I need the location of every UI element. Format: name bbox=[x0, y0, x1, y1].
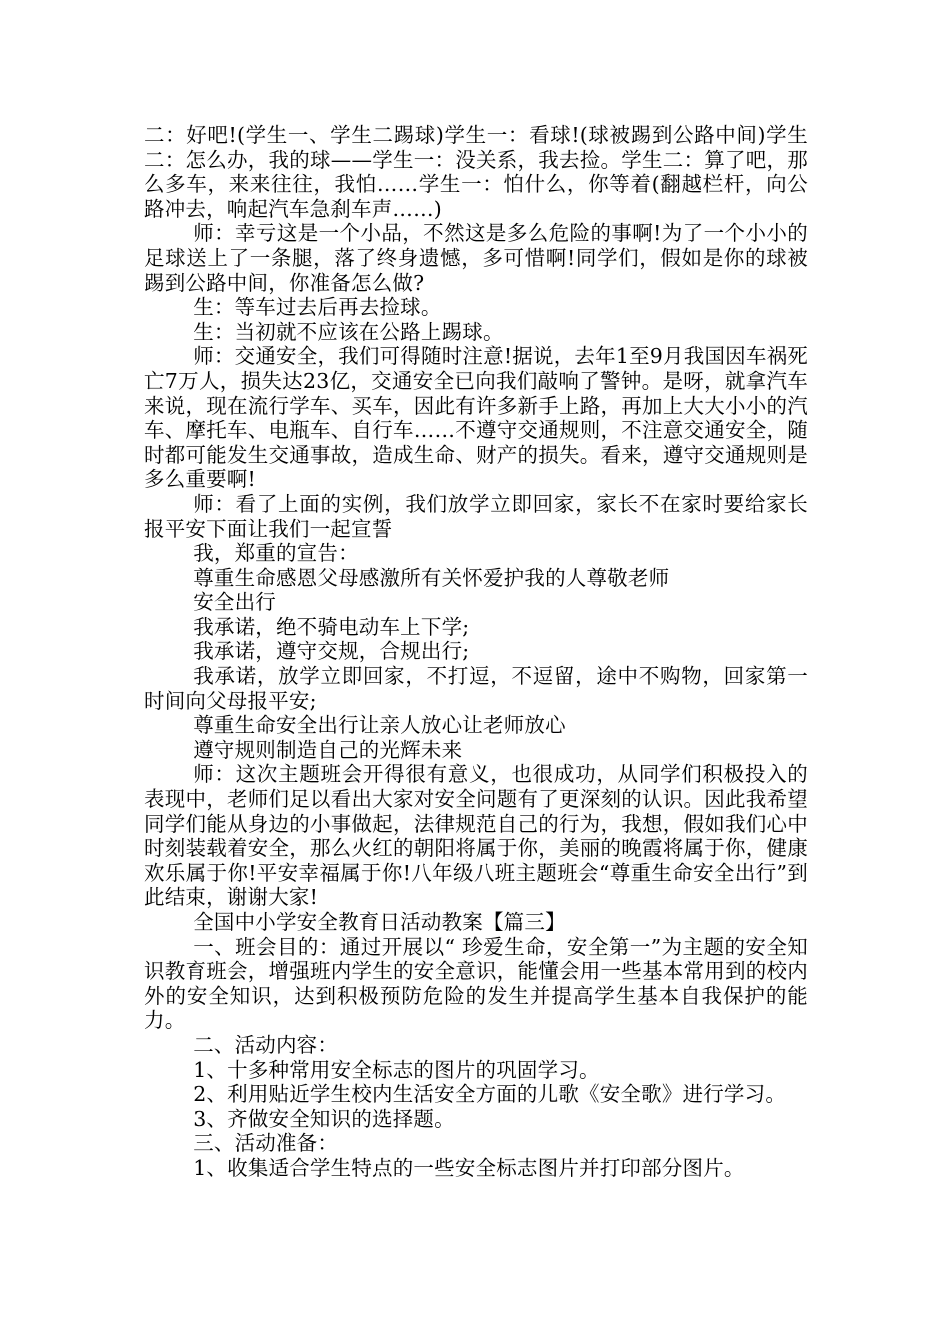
paragraph: 师：这次主题班会开得很有意义，也很成功，从同学们积极投入的表现中，老师们足以看出大家对安全问题有了更深刻的认识。因此我希望同学们能从身边的小事做起，法律规范自己的行为，我想，假如我们心中时刻装载着安全，那么火红的朝阳将属于你，美丽的晚霞将属于你，健康欢乐属于你!平安幸福属于你!八年级八班主题班会“尊重生命安全出行”到此结束，谢谢大家! bbox=[144, 762, 808, 910]
paragraph: 2、利用贴近学生校内生活安全方面的儿歌《安全歌》进行学习。 bbox=[193, 1082, 787, 1107]
paragraph: 全国中小学安全教育日活动教案【篇三】 bbox=[193, 910, 566, 934]
paragraph: 二、活动内容： bbox=[193, 1032, 339, 1057]
paragraph: 生：等车过去后再去捡球。 bbox=[193, 295, 442, 320]
paragraph: 1、收集适合学生特点的一些安全标志图片并打印部分图片。 bbox=[193, 1155, 745, 1180]
paragraph: 师：看了上面的实例，我们放学立即回家，家长不在家时要给家长报平安下面让我们一起宣誓 bbox=[144, 491, 808, 541]
document-body bbox=[144, 123, 808, 1181]
paragraph: 我承诺，绝不骑电动车上下学; bbox=[193, 614, 470, 639]
paragraph: 一、班会目的：通过开展以“ 珍爱生命，安全第一”为主题的安全知识教育班会，增强班内学生的安全意识，能懂会用一些基本常用到的校内外的安全知识，达到积极预防危险的发生并提高学生基本自我保护的能力。 bbox=[144, 934, 808, 1033]
paragraph: 尊重生命安全出行让亲人放心让老师放心 bbox=[193, 713, 566, 738]
paragraph: 师：幸亏这是一个小品，不然这是多么危险的事啊!为了一个小小的足球送上了一条腿，落了终身遗憾，多可惜啊!同学们，假如是你的球被踢到公路中间，你准备怎么做? bbox=[144, 221, 808, 295]
paragraph: 我，郑重的宣告： bbox=[193, 541, 359, 566]
paragraph: 二：好吧!(学生一、学生二踢球)学生一：看球!(球被踢到公路中间)学生二：怎么办，我的球——学生一：没关系，我去捡。学生二：算了吧，那么多车，来来往往，我怕……学生一：怕什么，你等着(翻越栏杆，向公路冲去，响起汽车急刹车声……) bbox=[144, 123, 808, 221]
paragraph: 我承诺，遵守交规，合规出行; bbox=[193, 639, 470, 664]
paragraph: 1、十多种常用安全标志的图片的巩固学习。 bbox=[193, 1057, 600, 1082]
paragraph: 生：当初就不应该在公路上踢球。 bbox=[193, 319, 504, 344]
paragraph: 三、活动准备： bbox=[193, 1131, 339, 1156]
paragraph: 尊重生命感恩父母感激所有关怀爱护我的人尊敬老师 bbox=[193, 565, 670, 590]
paragraph: 安全出行 bbox=[193, 590, 276, 615]
paragraph: 遵守规则制造自己的光辉未来 bbox=[193, 737, 463, 762]
paragraph: 师：交通安全，我们可得随时注意!据说，去年1至9月我国因车祸死亡7万人，损失达23亿，交通安全已向我们敲响了警钟。是呀，就拿汽车来说，现在流行学车、买车，因此有许多新手上路，再加上大大小小的汽车、摩托车、电瓶车、自行车……不遵守交通规则，不注意交通安全，随时都可能发生交通事故，造成生命、财产的损失。看来，遵守交通规则是多么重要啊! bbox=[144, 344, 808, 492]
paragraph: 3、齐做安全知识的选择题。 bbox=[193, 1106, 455, 1131]
paragraph: 我承诺，放学立即回家，不打逗，不逗留，途中不购物，回家第一时间向父母报平安; bbox=[144, 664, 808, 713]
